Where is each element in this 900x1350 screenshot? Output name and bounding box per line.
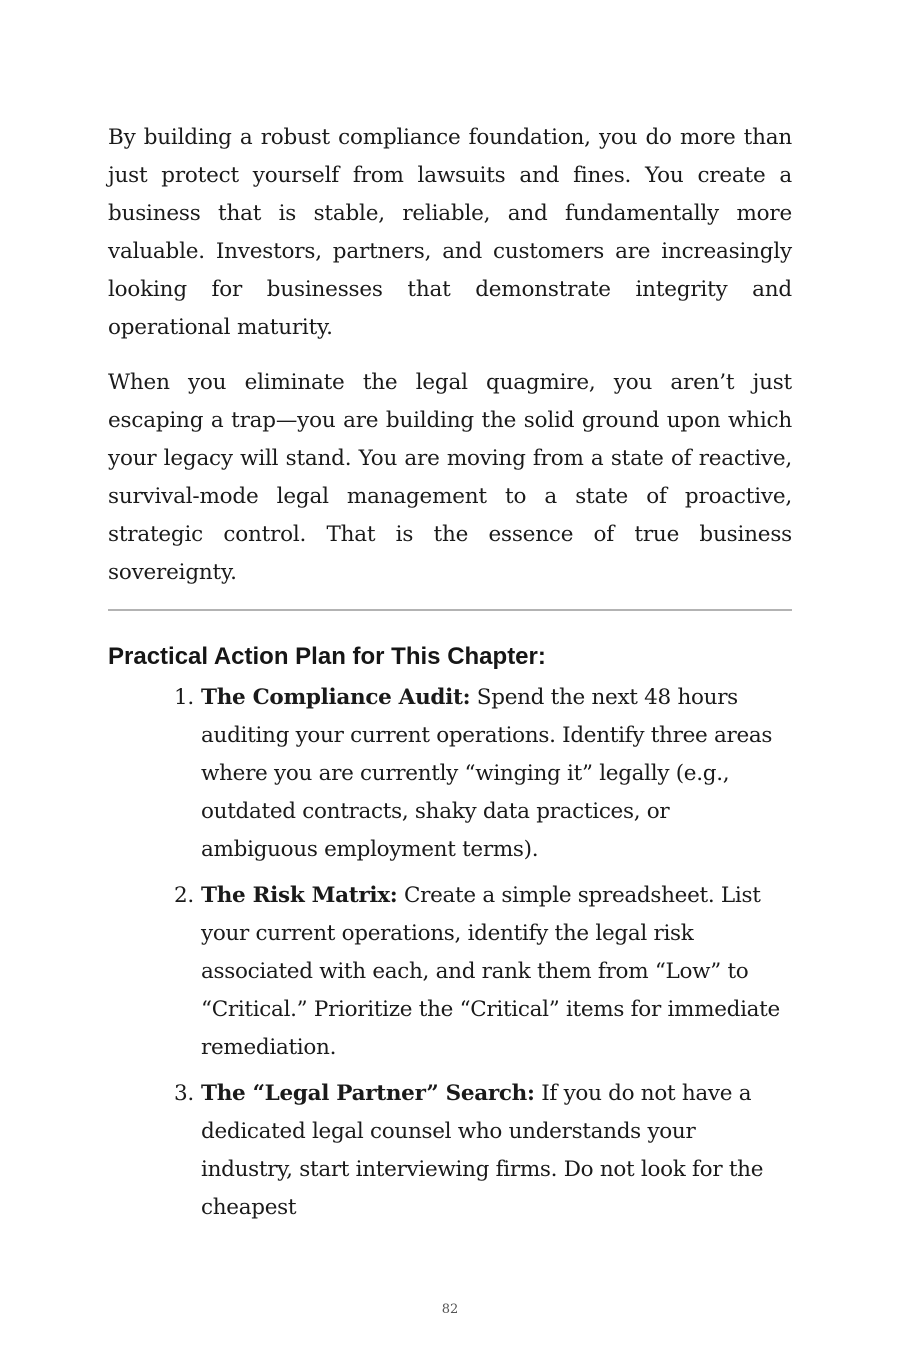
page-content <box>108 119 792 1235</box>
list-item-text: If you do not have a dedicated legal counsel who understands your industry, start interviewing firms. Do not look for the cheapest <box>201 1081 764 1220</box>
section-divider <box>108 609 792 611</box>
action-plan-item <box>108 679 792 869</box>
list-item-number: 3. <box>174 1081 194 1106</box>
list-item-number: 2. <box>174 883 194 908</box>
list-item-text: Create a simple spreadsheet. List your current operations, identify the legal risk associated with each, and rank them from “Low” to “Critical.” Prioritize the “Critical” items for immediate remediation. <box>201 883 780 1060</box>
list-item-title: The Compliance Audit: <box>201 685 471 710</box>
list-item-title: The “Legal Partner” Search: <box>201 1081 535 1106</box>
action-plan-item <box>108 1075 792 1227</box>
body-paragraph-2: When you eliminate the legal quagmire, you aren’t just escaping a trap—you are building the solid ground upon which your legacy will stand. You are moving from a state of reactive, survival-mode legal management to a state of proactive, strategic control. That is the essence of true business sovereignty. <box>108 370 792 585</box>
page-number: 82 <box>441 1302 459 1317</box>
action-plan-heading: Practical Action Plan for This Chapter: <box>108 643 546 670</box>
action-plan-item <box>108 877 792 1067</box>
list-item-number: 1. <box>174 685 194 710</box>
body-paragraph-1: By building a robust compliance foundation, you do more than just protect yourself from lawsuits and fines. You create a business that is stable, reliable, and fundamentally more valuable. Investors, partners, and customers are increasingly looking for businesses that demonstrate integrity and operational maturity. <box>108 125 792 340</box>
list-item-text: Spend the next 48 hours auditing your current operations. Identify three areas where you are currently “winging it” legally (e.g., outdated contracts, shaky data practices, or ambiguous employment terms). <box>201 685 773 862</box>
list-item-title: The Risk Matrix: <box>201 883 398 908</box>
action-plan-list <box>108 679 792 1227</box>
